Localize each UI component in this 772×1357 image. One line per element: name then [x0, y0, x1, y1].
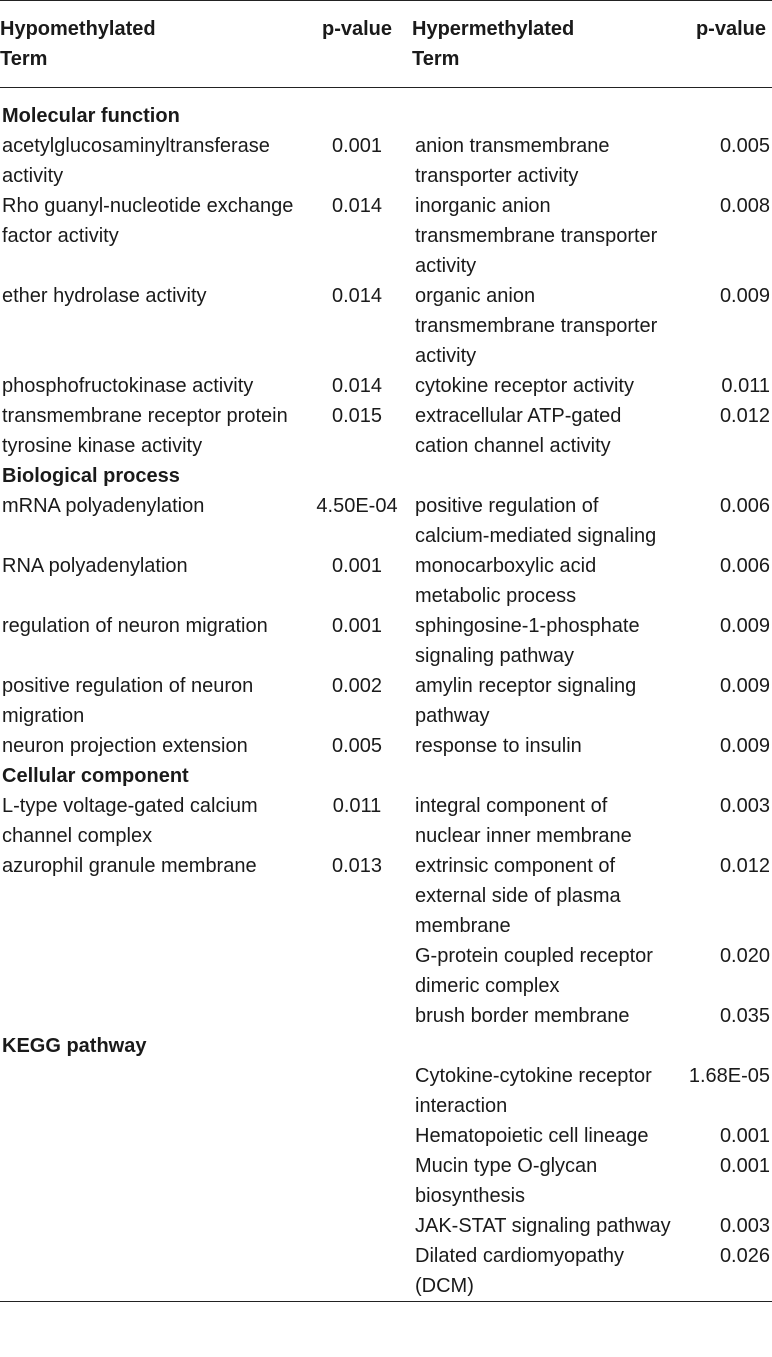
hyper-pvalue: 0.001: [719, 1155, 770, 1177]
table-row: [0, 791, 772, 851]
section-row-molecular-function: [0, 88, 772, 132]
hyper-term-label: Term: [412, 48, 460, 70]
hyper-term: anion transmembrane transporter activity: [415, 135, 610, 187]
section-row-biological-process: [0, 461, 772, 491]
hypo-pvalue: 0.001: [331, 615, 383, 637]
hyper-term: brush border membrane: [415, 1005, 630, 1027]
hyper-term: Mucin type O-glycan biosynthesis: [415, 1155, 598, 1207]
hyper-pvalue: 0.006: [719, 495, 770, 517]
hypo-term-label: Term: [0, 48, 48, 70]
hypo-pvalue: [302, 1061, 412, 1121]
hypo-term: positive regulation of neuron migration: [2, 675, 254, 727]
hypo-pvalue: 0.002: [331, 675, 383, 697]
table-row: [0, 731, 772, 761]
hypo-pvalue: 0.001: [331, 135, 383, 157]
hyper-pvalue: 0.009: [719, 735, 770, 757]
header-row: [0, 1, 772, 88]
table-row: [0, 401, 772, 461]
hyper-term: integral component of nuclear inner membrane: [415, 795, 632, 847]
section-title: Cellular component: [2, 765, 189, 787]
hypo-pvalue: [302, 1211, 412, 1241]
hyper-pvalue: 0.006: [719, 555, 770, 577]
hyper-term: amylin receptor signaling pathway: [415, 675, 637, 727]
table-header: [0, 1, 772, 88]
section-row-cellular-component: [0, 761, 772, 791]
hyper-pvalue: 0.008: [719, 195, 770, 217]
hypo-term: regulation of neuron migration: [2, 615, 268, 637]
hypo-pvalue: 0.005: [331, 735, 383, 757]
hypo-term: acetylglucosaminyltransferase activity: [2, 135, 270, 187]
hypo-pvalue: 0.014: [331, 195, 383, 217]
hyper-term-header: [412, 1, 676, 88]
hyper-term: cytokine receptor activity: [415, 375, 634, 397]
section-title: Biological process: [2, 465, 180, 487]
hyper-term: response to insulin: [415, 735, 582, 757]
hypo-pvalue: 4.50E-04: [316, 495, 398, 517]
hyper-pvalue: 0.009: [719, 285, 770, 307]
hypo-pvalue: [302, 1241, 412, 1302]
hyper-term: Dilated cardiomyopathy (DCM): [412, 1241, 676, 1302]
hyper-term: extrinsic component of external side of plasma membrane: [415, 855, 621, 937]
table-row: [0, 941, 772, 1001]
hypo-term: [0, 941, 302, 1001]
table-row: [0, 491, 772, 551]
hypo-pvalue: 0.001: [331, 555, 383, 577]
hyper-pvalue: 0.003: [719, 795, 770, 817]
hyper-pvalue: 0.011: [721, 375, 770, 397]
section-row-kegg-pathway: [0, 1031, 772, 1061]
hyper-term: extracellular ATP-gated cation channel activity: [415, 405, 622, 457]
table-row: [0, 191, 772, 281]
hypo-term-header: [0, 1, 302, 88]
hyper-pvalue: 0.005: [719, 135, 770, 157]
hypo-pvalue-header: p-value: [321, 18, 393, 40]
hypo-term: L-type voltage-gated calcium channel complex: [2, 795, 258, 847]
hyper-term: Hematopoietic cell lineage: [415, 1125, 649, 1147]
hypo-term: neuron projection extension: [2, 735, 248, 757]
section-title: Molecular function: [2, 105, 180, 127]
hypo-term: transmembrane receptor protein tyrosine kinase activity: [2, 405, 288, 457]
table-row: [0, 1061, 772, 1121]
hypo-term: ether hydrolase activity: [2, 285, 207, 307]
hypo-pvalue: [302, 1151, 412, 1211]
section-title: KEGG pathway: [2, 1035, 147, 1057]
hypo-pvalue: [302, 941, 412, 1001]
table-row: [0, 131, 772, 191]
hyper-pvalue: 1.68E-05: [688, 1065, 770, 1087]
hypo-term: [0, 1061, 302, 1121]
hypo-term: RNA polyadenylation: [2, 555, 188, 577]
hypo-term: [0, 1151, 302, 1211]
hypo-term: azurophil granule membrane: [2, 855, 257, 877]
table-row: [0, 371, 772, 401]
hyper-pvalue: 0.026: [676, 1241, 772, 1302]
hypo-pvalue: 0.014: [331, 285, 383, 307]
hyper-term: Cytokine-cytokine receptor interaction: [415, 1065, 652, 1117]
hyper-term: organic anion transmembrane transporter activity: [415, 285, 658, 367]
hyper-pvalue: 0.003: [719, 1215, 770, 1237]
hyper-pvalue: 0.020: [719, 945, 770, 967]
table-row: [0, 1211, 772, 1241]
hyper-pvalue: 0.012: [719, 405, 770, 427]
hypo-term: phosphofructokinase activity: [2, 375, 254, 397]
hypo-term: Rho guanyl-nucleotide exchange factor activity: [2, 195, 294, 247]
hypo-term: [0, 1241, 302, 1302]
table-row: [0, 1151, 772, 1211]
hyper-term: inorganic anion transmembrane transporter activity: [415, 195, 658, 277]
table-row: [0, 611, 772, 671]
table-row: [0, 1121, 772, 1151]
table-row: [0, 1001, 772, 1031]
table-row: [0, 281, 772, 371]
table-row: [0, 551, 772, 611]
hyper-term: monocarboxylic acid metabolic process: [415, 555, 597, 607]
table-row: [0, 851, 772, 941]
hypo-term: mRNA polyadenylation: [2, 495, 205, 517]
hypo-term: [0, 1121, 302, 1151]
hyper-pvalue: 0.001: [719, 1125, 770, 1147]
hypo-pvalue: 0.015: [331, 405, 383, 427]
hypo-pvalue: [302, 1001, 412, 1031]
hypo-pvalue: 0.014: [331, 375, 383, 397]
hyper-pvalue: 0.009: [719, 615, 770, 637]
hyper-label: Hypermethylated: [412, 18, 575, 40]
hyper-term: G-protein coupled receptor dimeric complex: [415, 945, 653, 997]
hypo-pvalue: [302, 1121, 412, 1151]
hyper-term: sphingosine-1-phosphate signaling pathway: [415, 615, 640, 667]
hyper-term: JAK-STAT signaling pathway: [415, 1215, 671, 1237]
table-row: [0, 671, 772, 731]
hyper-pvalue: 0.035: [719, 1005, 770, 1027]
hypo-label: Hypomethylated: [0, 18, 156, 40]
hypo-term: [0, 1211, 302, 1241]
hyper-pvalue-header: p-value: [695, 18, 766, 40]
hypo-pvalue: 0.011: [332, 795, 382, 817]
hypo-pvalue: 0.013: [331, 855, 383, 877]
hyper-pvalue: 0.009: [719, 675, 770, 697]
hyper-term: positive regulation of calcium-mediated signaling: [415, 495, 657, 547]
table-row: [0, 1241, 772, 1302]
table-body: [0, 88, 772, 1302]
hypo-term: [0, 1001, 302, 1031]
hyper-pvalue: 0.012: [719, 855, 770, 877]
